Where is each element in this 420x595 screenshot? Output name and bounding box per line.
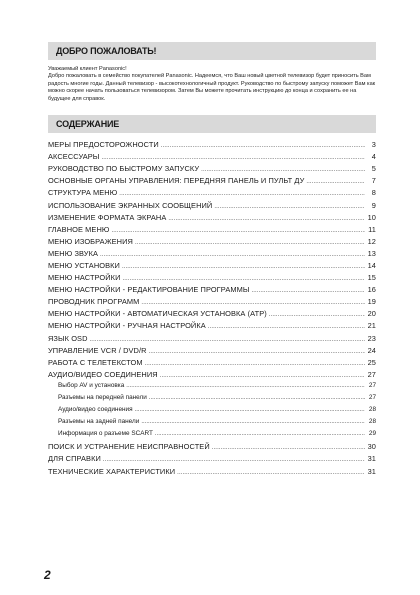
toc-entry: [48, 213, 376, 225]
toc-entry-title: МЕНЮ НАСТРОЙКИ: [48, 273, 121, 283]
toc-entry: [48, 454, 376, 466]
toc-entry: [48, 467, 376, 479]
toc-entry-page: 11: [368, 224, 376, 234]
toc-entry-title: Информация о разъеме SCART: [58, 430, 153, 438]
toc-entry-page: 16: [367, 285, 376, 295]
toc-entry-page: 7: [371, 176, 376, 186]
toc-entry: [48, 321, 376, 333]
toc-entry-page: 14: [367, 260, 376, 270]
toc-leader-dots: [145, 361, 365, 367]
toc-entry-title: ИЗМЕНЕНИЕ ФОРМАТА ЭКРАНА: [48, 212, 167, 222]
toc-entry: [48, 152, 376, 164]
toc-entry-page: 24: [367, 345, 376, 355]
toc-entry: [48, 273, 376, 285]
toc-entry-title: АКСЕССУАРЫ: [48, 152, 100, 162]
toc-entry-title: СТРУКТУРА МЕНЮ: [48, 188, 118, 198]
toc-leader-dots: [208, 324, 365, 330]
toc-entry-page: 5: [371, 164, 376, 174]
toc-leader-dots: [141, 300, 365, 306]
toc-entry: [48, 358, 376, 370]
toc-entry-title: ЯЗЫК OSD: [48, 333, 88, 343]
toc-entry-title: МЕНЮ НАСТРОЙКИ - АВТОМАТИЧЕСКАЯ УСТАНОВКА (ATP): [48, 309, 267, 319]
toc-entry-page: 28: [368, 406, 376, 414]
contents-heading: СОДЕРЖАНИЕ: [48, 115, 376, 133]
toc-entry-page: 3: [371, 140, 376, 150]
toc-entry-page: 8: [371, 188, 376, 198]
toc-entry: [48, 176, 376, 188]
toc-entry: [48, 346, 376, 358]
toc-leader-dots: [111, 228, 365, 234]
toc-leader-dots: [212, 445, 365, 451]
toc-entry-page: 25: [367, 357, 376, 367]
toc-entry-page: 27: [368, 394, 376, 401]
toc-leader-dots: [119, 191, 365, 197]
toc-leader-dots: [122, 264, 365, 270]
toc-entry-title: МЕНЮ ИЗОБРАЖЕНИЯ: [48, 236, 133, 246]
toc-entry-page: 15: [367, 273, 376, 283]
toc-entry-title: ОСНОВНЫЕ ОРГАНЫ УПРАВЛЕНИЯ: ПЕРЕДНЯЯ ПАНЕЛЬ И ПУЛЬТ ДУ: [48, 176, 305, 186]
toc-entry-page: 4: [371, 152, 376, 162]
toc-leader-dots: [168, 216, 365, 222]
toc-leader-dots: [177, 470, 365, 476]
toc-entry-title: МЕНЮ НАСТРОЙКИ - РЕДАКТИРОВАНИЕ ПРОГРАММЫ: [48, 285, 250, 295]
toc-entry: [48, 297, 376, 309]
page-number: 2: [44, 568, 51, 582]
toc-entry: [48, 309, 376, 321]
toc-entry: [48, 249, 376, 261]
toc-entry-page: 20: [367, 309, 376, 319]
welcome-body: Добро пожаловать в семейство покупателей Panasonic. Надеемся, что Ваш новый цветной телевизор будет приносить Вам радость многие годы. Данный телевизор - высокотехнологичный продукт. Руководство по быстрому запуску поможет Вам как можно скорее начать пользоваться телевизором. Затем Вы можете прочитать инструкцию до конца и сохранить ее на будущее для справок.: [48, 73, 376, 102]
toc-entry-title: УПРАВЛЕНИЕ VCR / DVD/R: [48, 345, 147, 355]
toc-leader-dots: [160, 373, 365, 379]
toc-entry: [48, 201, 376, 213]
toc-entry-title: ТЕХНИЧЕСКИЕ ХАРАКТЕРИСТИКИ: [48, 466, 176, 476]
toc-entry: [48, 164, 376, 176]
toc-leader-dots: [141, 419, 365, 425]
toc-entry-title: ИСПОЛЬЗОВАНИЕ ЭКРАННЫХ СООБЩЕНИЙ: [48, 200, 213, 210]
welcome-greeting: Уважаемый клиент Panasonic!: [48, 66, 127, 72]
toc-entry-title: Разъемы на задней панели: [58, 418, 140, 426]
toc-leader-dots: [126, 383, 365, 389]
toc-entry-title: МЕНЮ УСТАНОВКИ: [48, 260, 120, 270]
toc-entry: [48, 237, 376, 249]
toc-leader-dots: [155, 431, 365, 437]
toc-entry-page: 19: [367, 297, 376, 307]
toc-entry-title: Выбор AV и установка: [58, 381, 125, 389]
toc-entry: [48, 261, 376, 273]
toc-entry: [48, 418, 376, 430]
toc-entry-page: 27: [368, 381, 376, 389]
toc-entry-page: 28: [368, 418, 376, 426]
toc-entry: [48, 394, 376, 406]
welcome-text: [48, 66, 376, 103]
toc-entry-title: ПОИСК И УСТРАНЕНИЕ НЕИСПРАВНОСТЕЙ: [48, 442, 210, 452]
toc-leader-dots: [252, 288, 365, 294]
toc-entry: [48, 334, 376, 346]
toc-entry-title: ПРОВОДНИК ПРОГРАММ: [48, 297, 140, 307]
toc-entry: [48, 442, 376, 454]
toc-leader-dots: [161, 143, 365, 149]
toc-entry-title: ГЛАВНОЕ МЕНЮ: [48, 224, 110, 234]
toc-entry: [48, 225, 376, 237]
toc-leader-dots: [103, 457, 365, 463]
toc-entry: [48, 382, 376, 394]
toc-entry-title: ДЛЯ СПРАВКИ: [48, 454, 101, 464]
toc-entry-page: 31: [367, 466, 376, 476]
toc-leader-dots: [201, 167, 365, 173]
toc-leader-dots: [135, 240, 365, 246]
manual-page: [48, 42, 376, 479]
table-of-contents: [48, 140, 376, 479]
toc-leader-dots: [214, 204, 365, 210]
toc-entry-page: 13: [367, 248, 376, 258]
toc-entry-title: МЕНЮ НАСТРОЙКИ - РУЧНАЯ НАСТРОЙКА: [48, 321, 206, 331]
toc-leader-dots: [101, 155, 365, 161]
toc-entry-page: 29: [368, 430, 376, 438]
toc-entry-title: Аудио/видео соединения: [58, 406, 133, 414]
welcome-heading: ДОБРО ПОЖАЛОВАТЬ!: [48, 42, 376, 60]
toc-entry-page: 9: [371, 200, 376, 210]
toc-entry: [48, 406, 376, 418]
toc-entry: [48, 140, 376, 152]
toc-entry-title: АУДИО/ВИДЕО СОЕДИНЕНИЯ: [48, 369, 158, 379]
toc-entry-title: РАБОТА С ТЕЛЕТЕКСТОМ: [48, 357, 143, 367]
toc-entry: [48, 370, 376, 382]
toc-entry-page: 10: [367, 212, 376, 222]
toc-entry-page: 30: [367, 442, 376, 452]
toc-leader-dots: [123, 276, 366, 282]
toc-entry-page: 27: [367, 369, 376, 379]
toc-leader-dots: [269, 312, 365, 318]
toc-leader-dots: [90, 337, 365, 343]
toc-entry-page: 23: [367, 333, 376, 343]
toc-entry: [48, 430, 376, 442]
toc-entry-title: Разъемы на передней панели: [58, 394, 147, 401]
toc-leader-dots: [149, 395, 365, 401]
toc-leader-dots: [306, 179, 365, 185]
toc-entry-page: 21: [367, 321, 376, 331]
toc-entry: [48, 285, 376, 297]
toc-leader-dots: [135, 407, 365, 413]
toc-entry-page: 12: [367, 236, 376, 246]
toc-entry-title: МЕНЮ ЗВУКА: [48, 248, 99, 258]
toc-entry: [48, 188, 376, 200]
toc-entry-page: 31: [367, 454, 376, 464]
toc-leader-dots: [149, 349, 365, 355]
toc-entry-title: РУКОВОДСТВО ПО БЫСТРОМУ ЗАПУСКУ: [48, 164, 200, 174]
toc-leader-dots: [100, 252, 365, 258]
toc-entry-title: МЕРЫ ПРЕДОСТОРОЖНОСТИ: [48, 140, 159, 150]
